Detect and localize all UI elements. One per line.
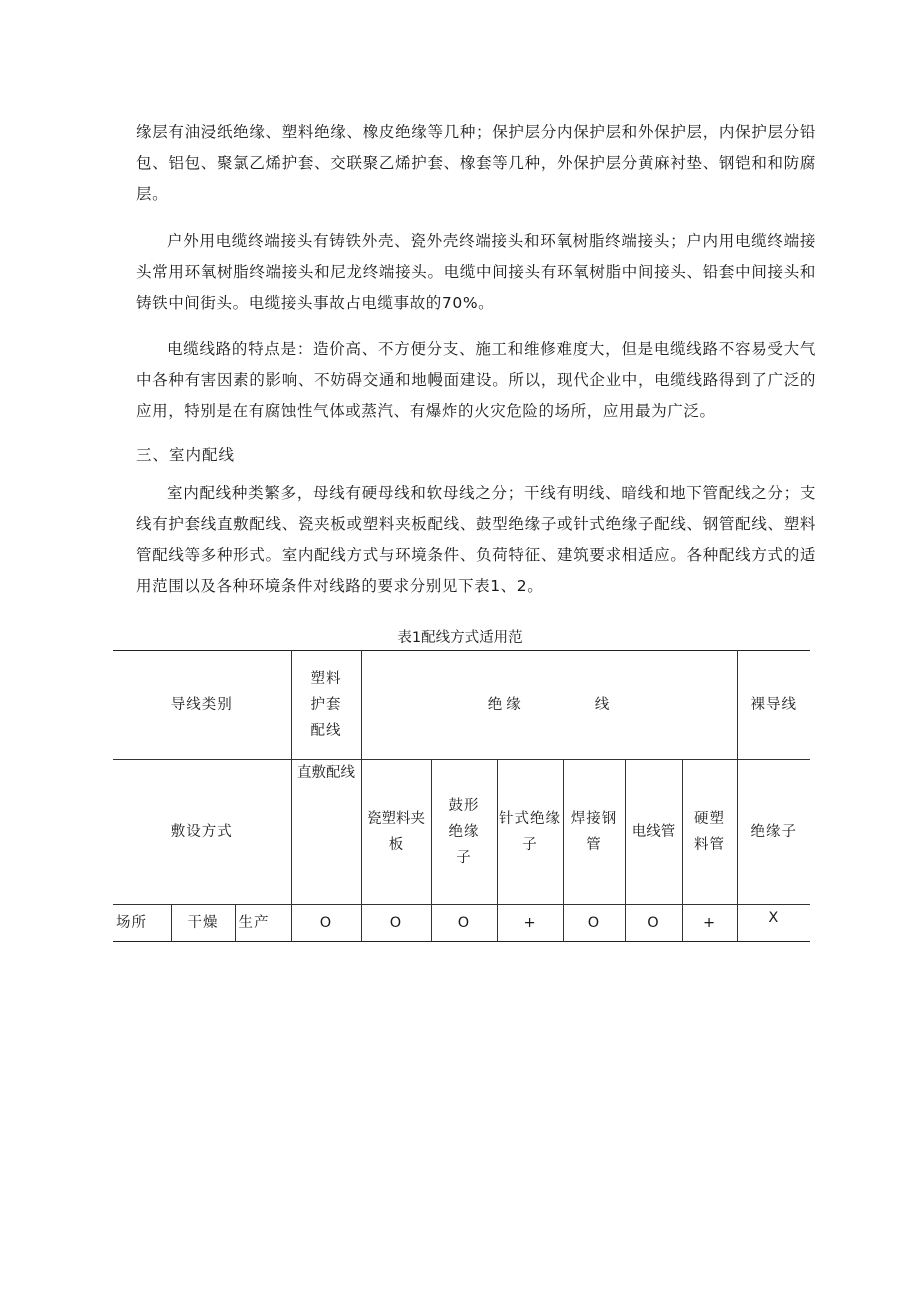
paragraph-cable-insulation: 缘层有油浸纸绝缘、塑料绝缘、橡皮绝缘等几种；保护层分内保护层和外保护层，内保护层分铅包、铝包、聚氯乙烯护套、交联聚乙烯护套、橡套等几种，外保护层分黄麻衬垫、钢铠和和防腐层。 — [136, 123, 816, 203]
cell-value: X — [737, 905, 810, 942]
table-row — [113, 905, 810, 942]
cell-production: 生产 — [235, 905, 291, 942]
header-laying-method: 敷设方式 — [113, 760, 291, 905]
header-insulated-wire: 绝缘 线 — [361, 651, 737, 760]
header-bare-wire: 裸导线 — [737, 651, 810, 760]
cell-place: 场所 — [113, 905, 171, 942]
table-header-row-2 — [113, 760, 810, 905]
header-plastic-sheath: 塑料护套配线 — [291, 651, 361, 760]
cell-value: + — [497, 905, 563, 942]
paragraph-cable-features: 电缆线路的特点是：造价高、不方便分支、施工和维修难度大，但是电缆线路不容易受大气中各种有害因素的影响、不妨碍交通和地幔面建设。所以，现代企业中，电缆线路得到了广泛的应用，特别是在有腐蚀性气体或蒸汽、有爆炸的火灾危险的场所，应用最为广泛。 — [136, 340, 816, 420]
header-welded-steel-pipe: 焊接钢管 — [563, 760, 625, 905]
header-porcelain-plastic-clip: 瓷塑料夹板 — [361, 760, 431, 905]
cell-dry: 干燥 — [171, 905, 235, 942]
header-pin-insulator: 针式绝缘子 — [497, 760, 563, 905]
table-header-row-1 — [113, 651, 810, 760]
cell-value: O — [431, 905, 497, 942]
table-caption: 表1配线方式适用范 — [397, 630, 523, 646]
paragraph-cable-terminals: 户外用电缆终端接头有铸铁外壳、瓷外壳终端接头和环氧树脂终端接头；户内用电缆终端接头常用环氧树脂终端接头和尼龙终端接头。电缆中间接头有环氧树脂中间接头、铅套中间接头和铸铁中间街头。电缆接头事故占电缆事故的70%。 — [136, 232, 816, 312]
cell-value: + — [682, 905, 737, 942]
header-hard-plastic-pipe: 硬塑料管 — [682, 760, 737, 905]
header-direct-laying: 直敷配线 — [291, 760, 361, 905]
header-conduit: 电线管 — [625, 760, 682, 905]
cell-value: O — [361, 905, 431, 942]
wiring-method-table — [113, 650, 810, 942]
cell-value: O — [291, 905, 361, 942]
header-drum-insulator: 鼓形绝缘子 — [431, 760, 497, 905]
cell-value: O — [625, 905, 682, 942]
section-heading: 三、室内配线 — [136, 446, 236, 464]
header-insulator: 绝缘子 — [737, 760, 810, 905]
header-wire-type: 导线类别 — [113, 651, 291, 760]
cell-value: O — [563, 905, 625, 942]
paragraph-indoor-wiring: 室内配线种类繁多，母线有硬母线和软母线之分；干线有明线、暗线和地下管配线之分；支线有护套线直敷配线、瓷夹板或塑料夹板配线、鼓型绝缘子或针式绝缘子配线、钢管配线、塑料管配线等多种形式。室内配线方式与环境条件、负荷特征、建筑要求相适应。各种配线方式的适用范围以及各种环境条件对线路的要求分别见下表1、2。 — [136, 484, 816, 595]
